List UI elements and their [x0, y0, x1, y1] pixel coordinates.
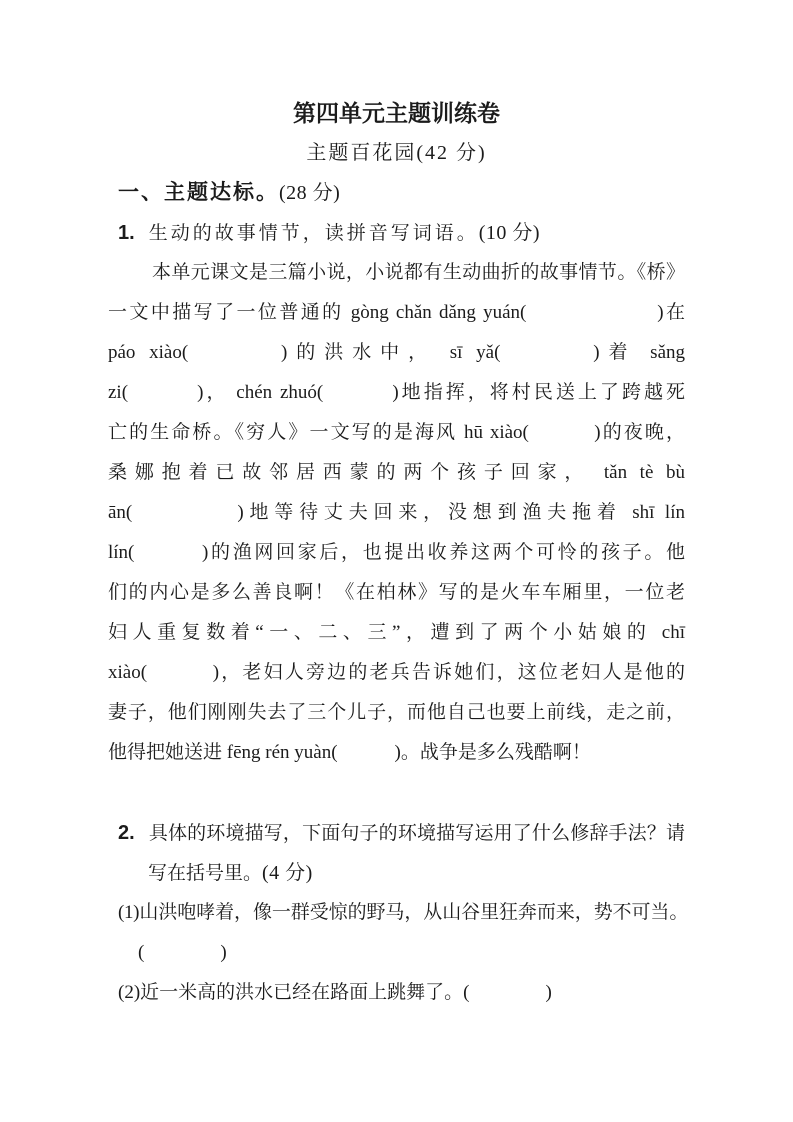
q2-item-1-answer-blank: ( ) — [138, 942, 227, 963]
q2-item-2-answer-blank: ( ) — [463, 982, 552, 1003]
question-2-number: 2. — [118, 822, 135, 844]
doc-title: 第四单元主题训练卷 — [293, 100, 500, 126]
q1-paragraph-line-1: 本单元课文是三篇小说，小说都有生动曲折的故事情节。《桥》 — [152, 262, 685, 283]
section-1-score: (28 分) — [279, 182, 341, 204]
q1-paragraph-line-4: zi( )， chén zhuó( )地指挥，将村民送上了跨越死 — [108, 382, 685, 403]
q2-item-2-text: 近一米高的洪水已经在路面上跳舞了。 — [140, 982, 464, 1003]
q1-paragraph-line-3: páo xiào( )的洪水中， sī yǎ( )着 sǎng — [108, 342, 685, 363]
question-1-number: 1. — [118, 222, 135, 244]
doc-subtitle: 主题百花园(42 分) — [306, 142, 487, 164]
question-1-heading-line — [118, 213, 793, 253]
question-1-prompt: 生动的故事情节，读拼音写词语。 — [148, 223, 479, 244]
q1-paragraph-line-2: 一文中描写了一位普通的 gòng chǎn dǎng yuán( )在 — [108, 302, 685, 323]
section-1-title: 一、主题达标。 — [118, 181, 279, 204]
question-2-heading-line-2 — [148, 853, 793, 893]
q2-item-2-line — [118, 973, 688, 1013]
q1-paragraph-line-6: 桑娜抱着已故邻居西蒙的两个孩子回家， tǎn tè bù — [108, 462, 685, 483]
question-2-heading-line-1 — [118, 813, 685, 853]
q2-item-1-text: 山洪咆哮着，像一群受惊的野马，从山谷里狂奔而来，势不可当。 — [139, 902, 688, 923]
question-2-prompt-line2: 写在括号里。 — [148, 863, 263, 884]
q2-item-2-number: (2) — [118, 982, 141, 1003]
q1-paragraph-line-7: ān( )地等待丈夫回来，没想到渔夫拖着 shī lín — [108, 502, 685, 523]
q2-item-1-number: (1) — [118, 902, 140, 923]
spacer-line — [0, 773, 793, 813]
section-1-heading-line — [118, 173, 793, 213]
q1-paragraph-line-12: 妻子，他们刚刚失去了三个儿子，而他自己也要上前线，走之前， — [108, 702, 685, 723]
q1-paragraph-line-8: lín( )的渔网回家后，也提出收养这两个可怜的孩子。他 — [108, 542, 685, 563]
q1-paragraph-line-9: 们的内心是多么善良啊！《在柏林》写的是火车车厢里，一位老 — [108, 582, 685, 603]
q1-paragraph-line-5: 亡的生命桥。《穷人》一文写的是海风 hū xiào( )的夜晚， — [108, 422, 685, 443]
q1-paragraph-line-10: 妇人重复数着“一、二、三”，遭到了两个小姑娘的 chī — [108, 622, 685, 643]
q1-paragraph-line-11: xiào( )，老妇人旁边的老兵告诉她们，这位老妇人是他的 — [108, 662, 685, 683]
q2-item-1-line — [118, 893, 688, 933]
question-1-score: (10 分) — [478, 222, 541, 244]
q1-paragraph-line-13: 他得把她送进 fēng rén yuàn( )。战争是多么残酷啊！ — [108, 742, 591, 763]
question-2-score: (4 分) — [262, 862, 313, 884]
question-2-prompt-line1: 具体的环境描写，下面句子的环境描写运用了什么修辞手法？请 — [148, 823, 685, 844]
